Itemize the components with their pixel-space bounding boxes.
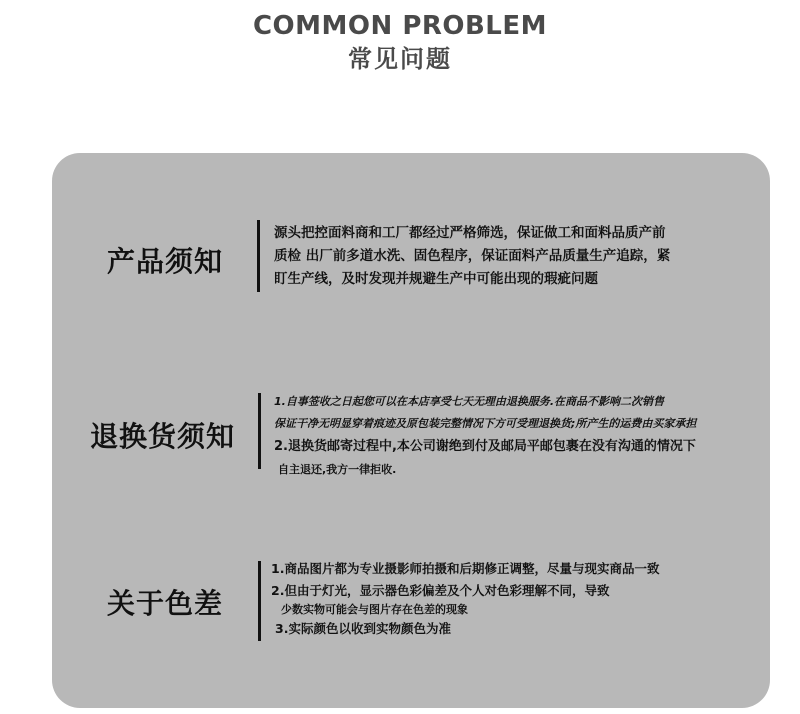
- section-divider: [258, 561, 261, 641]
- body-line: 2.但由于灯光，显示器色彩偏差及个人对色彩理解不同，导致: [271, 583, 610, 598]
- section-title: 关于色差: [107, 587, 224, 620]
- page-title-en: COMMON PROBLEM: [252, 11, 548, 41]
- section-title: 产品须知: [107, 245, 224, 278]
- section-divider: [257, 220, 260, 292]
- section-title: 退换货须知: [90, 420, 236, 453]
- body-line: 自主退还,我方一律拒收.: [278, 463, 397, 476]
- section-body: [271, 558, 659, 640]
- body-line: 保证干净无明显穿着痕迹及原包装完整情况下方可受理退换货;所产生的运费由买家承担: [274, 417, 697, 430]
- page-header: [0, 10, 800, 76]
- body-line: 源头把控面料商和工厂都经过严格筛选，保证做工和面料品质产前: [274, 225, 666, 241]
- section-divider: [258, 393, 261, 469]
- section-product-notice: [52, 218, 770, 298]
- body-line: 盯生产线，及时发现并规避生产中可能出现的瑕疵问题: [274, 271, 598, 287]
- page-title-cn: 常见问题: [348, 45, 452, 73]
- section-body: [274, 222, 670, 291]
- body-line: 2.退换货邮寄过程中,本公司谢绝到付及邮局平邮包裹在没有沟通的情况下: [274, 439, 696, 454]
- section-color-difference: [52, 558, 770, 648]
- section-return-notice: [52, 391, 770, 491]
- section-body: [274, 391, 696, 481]
- faq-panel: [52, 153, 770, 708]
- body-line: 1.商品图片都为专业摄影师拍摄和后期修正调整，尽量与现实商品一致: [271, 561, 660, 576]
- body-line: 1.自事签收之日起您可以在本店享受七天无理由退换服务.在商品不影响二次销售: [274, 395, 665, 408]
- body-line: 3.实际颜色以收到实物颜色为准: [275, 621, 451, 636]
- body-line: 质检 出厂前多道水洗、固色程序，保证面料产品质量生产追踪，紧: [274, 248, 671, 264]
- body-line: 少数实物可能会与图片存在色差的现象: [281, 603, 468, 616]
